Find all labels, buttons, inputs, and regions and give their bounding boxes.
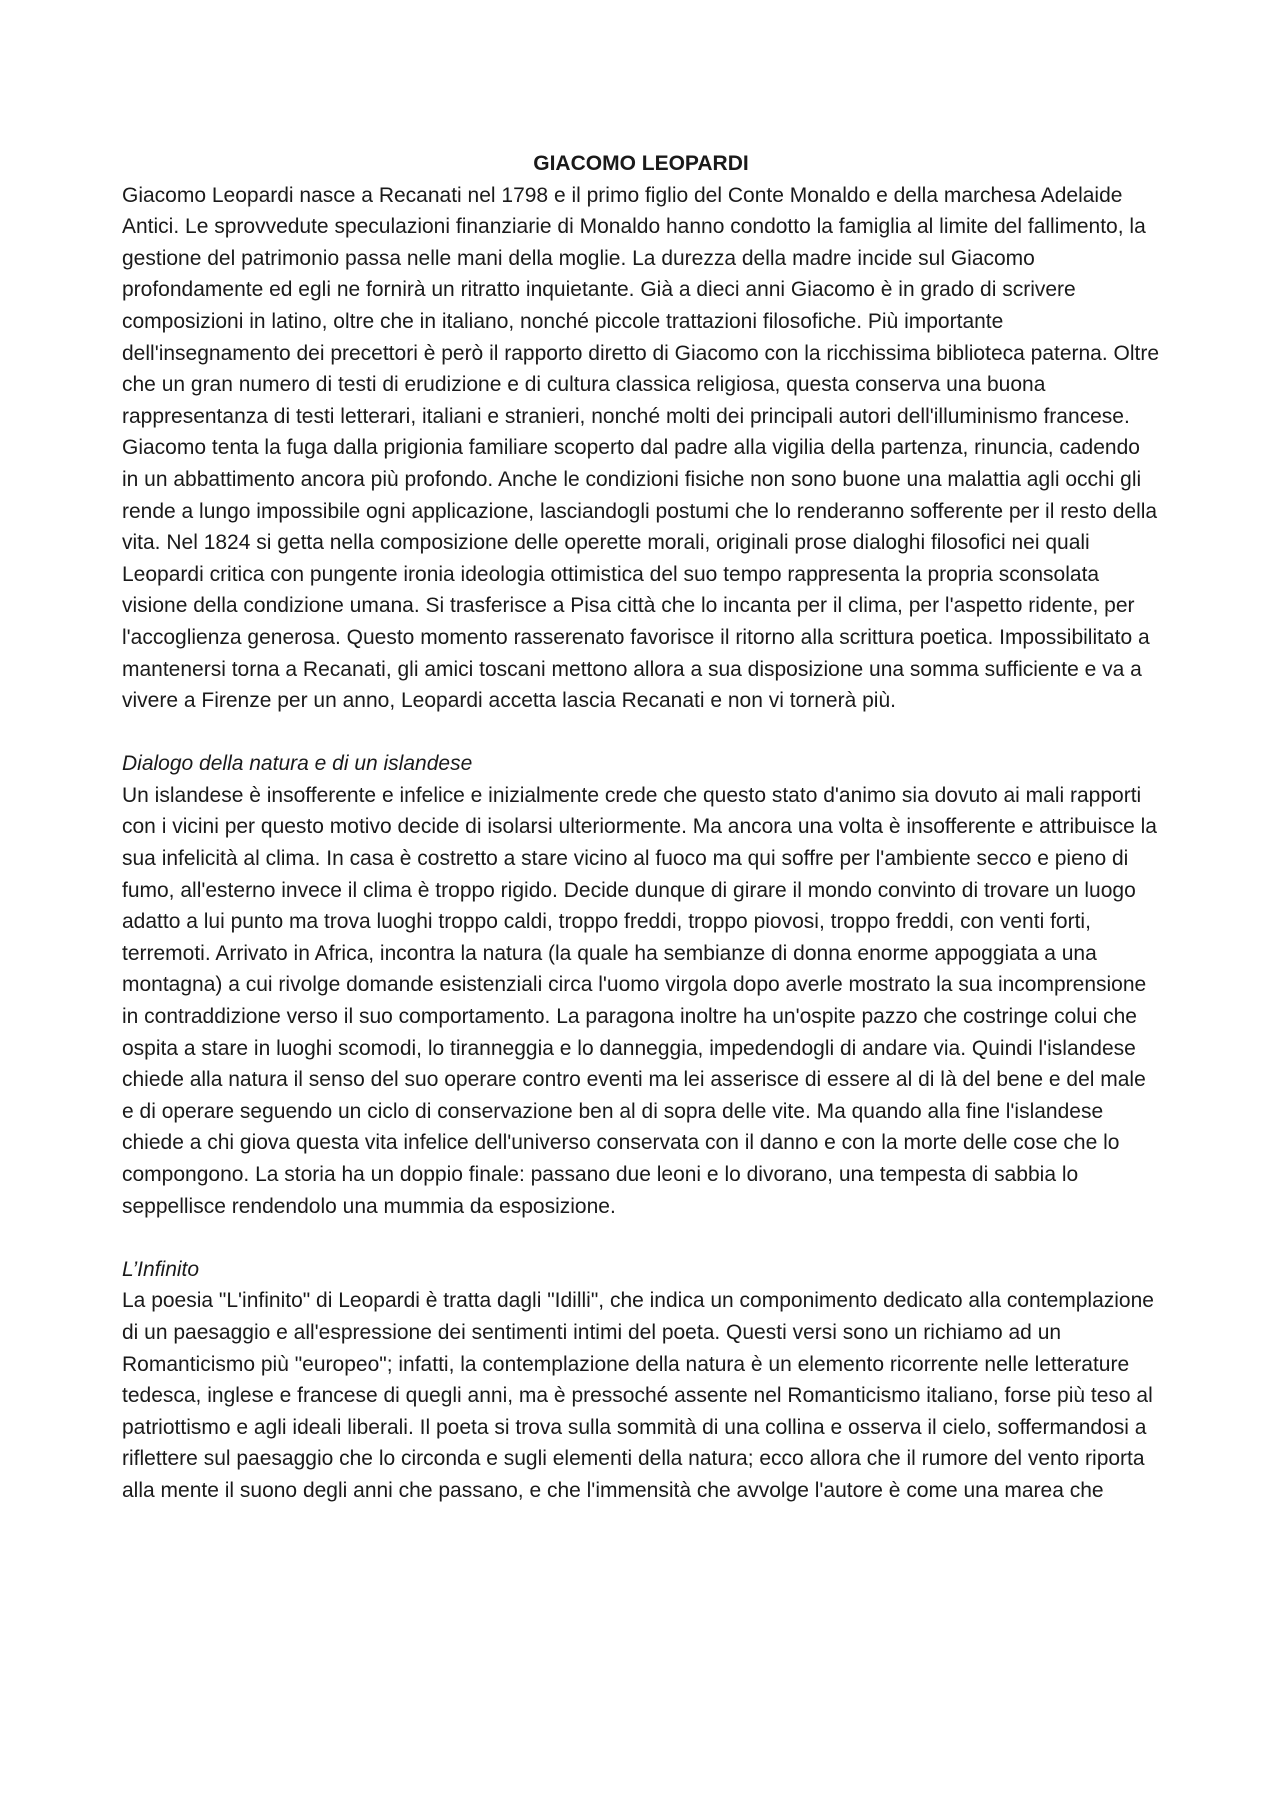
section-text-dialogo: Un islandese è insofferente e infelice e inizialmente crede che questo stato d'animo sia dovuto ai mali rapporti con i vicini per questo motivo decide di isolarsi ulteriormente. Ma ancora una volta è insofferente e attribuisce la sua infelicità al clima. In casa è costretto a stare vicino al fuoco ma qui soffre per l'ambiente secco e pieno di fumo, all'esterno invece il clima è troppo rigido. Decide dunque di girare il mondo convinto di trovare un luogo adatto a lui punto ma trova luoghi troppo caldi, troppo freddi, troppo piovosi, troppo freddi, con venti forti, terremoti. Arrivato in Africa, incontra la natura (la quale ha sembianze di donna enorme appoggiata a una montagna) a cui rivolge domande esistenziali circa l'uomo virgola dopo averle mostrato la sua incomprensione in contraddizione verso il suo comportamento. La paragona inoltre ha un'ospite pazzo che costringe colui che ospita a stare in luoghi scomodi, lo tiranneggia e lo danneggia, impedendogli di andare via. Quindi l'islandese chiede alla natura il senso del suo operare contro eventi ma lei asserisce di essere al di là del bene e del male e di operare seguendo un ciclo di conservazione ben al di sopra delle vite. Ma quando alla fine l'islandese chiede a chi giova questa vita infelice dell'universo conservata con il danno e con la morte delle cose che lo compongono. La storia ha un doppio finale: passano due leoni e lo divorano, una tempesta di sabbia lo seppellisce rendendolo una mummia da esposizione. bbox=[122, 783, 1157, 1218]
section-heading-dialogo: Dialogo della natura e di un islandese bbox=[122, 752, 473, 776]
document-title: GIACOMO LEOPARDI bbox=[533, 152, 749, 175]
section-heading-infinito: L’Infinito bbox=[122, 1257, 200, 1281]
intro-paragraph: Giacomo Leopardi nasce a Recanati nel 1798 e il primo figlio del Conte Monaldo e della marchesa Adelaide Antici. Le sprovvedute speculazioni finanziarie di Monaldo hanno condotto la famiglia al limite del fallimento, la gestione del patrimonio passa nelle mani della moglie. La durezza della madre incide sul Giacomo profondamente ed egli ne fornirà un ritratto inquietante. Già a dieci anni Giacomo è in grado di scrivere composizioni in latino, oltre che in italiano, nonché piccole trattazioni filosofiche. Più importante dell'insegnamento dei precettori è però il rapporto diretto di Giacomo con la ricchissima biblioteca paterna. Oltre che un gran numero di testi di erudizione e di cultura classica religiosa, questa conserva una buona rappresentanza di testi letterari, italiani e stranieri, nonché molti dei principali autori dell'illuminismo francese. Giacomo tenta la fuga dalla prigionia familiare scoperto dal padre alla vigilia della partenza, rinuncia, cadendo in un abbattimento ancora più profondo. Anche le condizioni fisiche non sono buone una malattia agli occhi gli rende a lungo impossibile ogni applicazione, lasciandogli postumi che lo renderanno sofferente per il resto della vita. Nel 1824 si getta nella composizione delle operette morali, originali prose dialoghi filosofici nei quali Leopardi critica con pungente ironia ideologia ottimistica del suo tempo rappresenta la propria sconsolata visione della condizione umana. Si trasferisce a Pisa città che lo incanta per il clima, per l'aspetto ridente, per l'accoglienza generosa. Questo momento rasserenato favorisce il ritorno alla scrittura poetica. Impossibilitato a mantenersi torna a Recanati, gli amici toscani mettono allora a sua disposizione una somma sufficiente e va a vivere a Firenze per un anno, Leopardi accetta lascia Recanati e non vi tornerà più. bbox=[122, 183, 1160, 713]
document-page bbox=[122, 148, 1160, 1507]
section-text-infinito: La poesia "L'infinito" di Leopardi è tratta dagli "Idilli", che indica un componimento dedicato alla contemplazione di un paesaggio e all'espressione dei sentimenti intimi del poeta. Questi versi sono un richiamo ad un Romanticismo più "europeo"; infatti, la contemplazione della natura è un elemento ricorrente nelle letterature tedesca, inglese e francese di quegli anni, ma è pressoché assente nel Romanticismo italiano, forse più teso al patriottismo e agli ideali liberali. Il poeta si trova sulla sommità di una collina e osserva il cielo, soffermandosi a riflettere sul paesaggio che lo circonda e sugli elementi della natura; ecco allora che il rumore del vento riporta alla mente il suono degli anni che passano, e che l'immensità che avvolge l'autore è come una marea che bbox=[122, 1289, 1154, 1502]
